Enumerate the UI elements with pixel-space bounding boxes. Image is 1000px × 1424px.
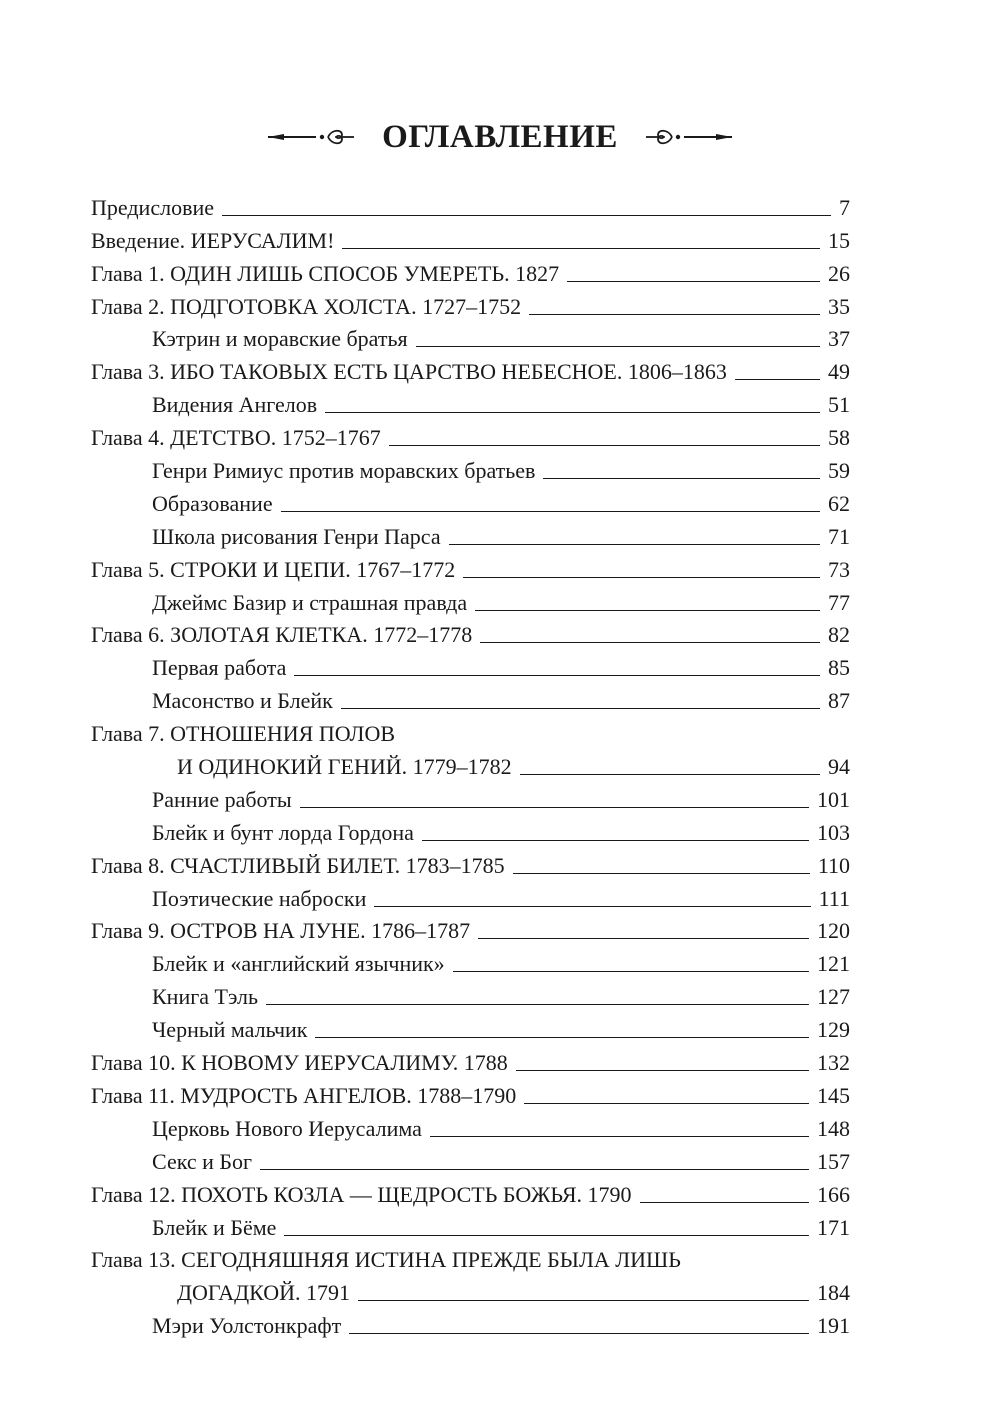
page-title: ОГЛАВЛЕНИЕ <box>382 118 618 155</box>
toc-subentry <box>91 515 850 548</box>
toc-entry-page: 184 <box>817 1280 850 1306</box>
toc-entry-title: Ранние работы <box>152 786 292 812</box>
toc-subentry <box>91 1107 850 1140</box>
toc-entry-page: 49 <box>828 359 850 385</box>
toc-entry-title: Первая работа <box>152 655 287 681</box>
toc-entry-page: 110 <box>817 852 850 878</box>
toc-leader-line <box>315 1037 809 1038</box>
toc-subentry <box>91 1008 850 1041</box>
toc-entry <box>91 1074 850 1107</box>
toc-entry-page: 85 <box>828 655 850 681</box>
toc-entry-title: Черный мальчик <box>152 1017 308 1043</box>
toc-leader-line <box>281 511 820 512</box>
toc-leader-line <box>374 906 810 907</box>
toc-entry <box>91 910 850 943</box>
toc-entry-title: ДОГАДКОЙ. 1791 <box>177 1280 351 1306</box>
toc-entry-title: Глава 1. ОДИН ЛИШЬ СПОСОБ УМЕРЕТЬ. 1827 <box>91 260 560 286</box>
toc-entry-title: Масонство и Блейк <box>152 688 333 714</box>
toc-leader-line <box>524 1103 809 1104</box>
toc-entry-page: 121 <box>817 951 850 977</box>
toc-entry-title: Блейк и бунт лорда Гордона <box>152 819 414 845</box>
toc-leader-line <box>260 1169 809 1170</box>
toc-entry-title: Блейк и «английский язычник» <box>152 951 445 977</box>
toc-entry-page: 166 <box>817 1181 850 1207</box>
toc-entry-title: Глава 4. ДЕТСТВО. 1752–1767 <box>91 425 381 451</box>
toc-leader-line <box>529 314 820 315</box>
toc-subentry <box>91 383 850 416</box>
toc-entry-page: 148 <box>817 1115 850 1141</box>
toc-entry-title: Джеймс Базир и страшная правда <box>152 589 468 615</box>
toc-entry <box>91 285 850 318</box>
toc-leader-line <box>389 445 820 446</box>
toc-entry-title: Глава 9. ОСТРОВ НА ЛУНЕ. 1786–1787 <box>91 918 471 944</box>
toc-leader-line <box>325 412 820 413</box>
toc-entry-title: Видения Ангелов <box>152 392 318 418</box>
toc-entry-page: 157 <box>817 1148 850 1174</box>
toc-entry-page: 111 <box>818 885 850 911</box>
toc-entry-page: 51 <box>828 392 850 418</box>
toc-leader-line <box>222 215 831 216</box>
toc-subentry <box>91 1304 850 1337</box>
toc-entry-page: 87 <box>828 688 850 714</box>
toc-leader-line <box>342 248 820 249</box>
toc-leader-line <box>341 708 820 709</box>
toc-leader-line <box>266 1004 809 1005</box>
toc-subentry <box>91 449 850 482</box>
toc-leader-line <box>513 873 810 874</box>
toc-entry-page: 62 <box>828 490 850 516</box>
toc-entry-page: 26 <box>828 260 850 286</box>
toc-leader-line <box>358 1300 809 1301</box>
toc-entry-title: Глава 6. ЗОЛОТАЯ КЛЕТКА. 1772–1778 <box>91 622 473 648</box>
toc-entry-page: 101 <box>817 786 850 812</box>
toc-entry-title: Образование <box>152 490 273 516</box>
toc-entry <box>91 219 850 252</box>
toc-entry-page: 132 <box>817 1050 850 1076</box>
toc-entry <box>91 186 850 219</box>
toc-entry-title: Книга Тэль <box>152 984 259 1010</box>
toc-entry-title: Блейк и Бёме <box>152 1214 277 1240</box>
toc-entry <box>91 844 850 877</box>
toc-entry-title: Глава 10. К НОВОМУ ИЕРУСАЛИМУ. 1788 <box>91 1050 508 1076</box>
toc-entry-title: Глава 12. ПОХОТЬ КОЗЛА — ЩЕДРОСТЬ БОЖЬЯ. 1790 <box>91 1181 632 1207</box>
toc-entry <box>91 712 850 745</box>
toc-entry-page: 37 <box>828 326 850 352</box>
toc-leader-line <box>422 840 809 841</box>
toc-subentry <box>91 1206 850 1239</box>
toc-subentry <box>91 877 850 910</box>
toc-entry <box>91 1173 850 1206</box>
right-ornament-icon <box>644 125 734 149</box>
toc-entry <box>91 1239 850 1272</box>
toc-subentry <box>91 1140 850 1173</box>
toc-entry-page: 71 <box>828 523 850 549</box>
toc-leader-line <box>543 478 820 479</box>
toc-entry-title: Глава 8. СЧАСТЛИВЫЙ БИЛЕТ. 1783–1785 <box>91 852 505 878</box>
toc-subentry <box>91 581 850 614</box>
toc-subentry <box>91 811 850 844</box>
toc-leader-line <box>567 281 820 282</box>
toc-leader-line <box>520 774 820 775</box>
toc-leader-line <box>640 1202 809 1203</box>
toc-leader-line <box>463 577 820 578</box>
toc-entry-title: Школа рисования Генри Парса <box>152 523 441 549</box>
toc-entry <box>91 252 850 285</box>
toc-entry <box>91 548 850 581</box>
toc-entry <box>91 1041 850 1074</box>
toc-subentry <box>91 318 850 351</box>
toc-entry-page: 94 <box>828 754 850 780</box>
toc-entry-title: Глава 5. СТРОКИ И ЦЕПИ. 1767–1772 <box>91 556 456 582</box>
table-of-contents <box>91 186 850 1337</box>
toc-leader-line <box>475 610 820 611</box>
toc-entry-title: Кэтрин и моравские братья <box>152 326 408 352</box>
toc-entry-page: 59 <box>828 458 850 484</box>
toc-entry-title: Генри Римиус против моравских братьев <box>152 458 536 484</box>
toc-subentry <box>91 482 850 515</box>
toc-entry-page: 7 <box>839 194 850 220</box>
left-ornament-icon <box>266 125 356 149</box>
toc-entry-title: Введение. ИЕРУСАЛИМ! <box>91 227 335 253</box>
toc-entry-page: 129 <box>817 1017 850 1043</box>
toc-entry-continuation <box>91 745 850 778</box>
toc-leader-line <box>478 938 809 939</box>
toc-entry-page: 145 <box>817 1082 850 1108</box>
toc-subentry <box>91 646 850 679</box>
toc-entry-continuation <box>91 1271 850 1304</box>
toc-entry-title: Предисловие <box>91 194 214 220</box>
toc-entry-page: 77 <box>828 589 850 615</box>
toc-leader-line <box>735 379 820 380</box>
toc-entry-page: 35 <box>828 293 850 319</box>
toc-entry-page: 103 <box>817 819 850 845</box>
toc-subentry <box>91 942 850 975</box>
toc-leader-line <box>416 346 820 347</box>
toc-leader-line <box>294 675 820 676</box>
toc-leader-line <box>430 1136 809 1137</box>
toc-entry <box>91 614 850 647</box>
toc-entry-page: 171 <box>817 1214 850 1240</box>
toc-leader-line <box>449 544 820 545</box>
toc-entry-page: 58 <box>828 425 850 451</box>
toc-leader-line <box>516 1070 809 1071</box>
toc-entry-title: Церковь Нового Иерусалима <box>152 1115 422 1141</box>
toc-entry-page: 120 <box>817 918 850 944</box>
toc-entry-page: 73 <box>828 556 850 582</box>
toc-entry <box>91 350 850 383</box>
toc-entry-title: Глава 7. ОТНОШЕНИЯ ПОЛОВ <box>91 721 396 747</box>
toc-subentry <box>91 975 850 1008</box>
toc-entry-title: Мэри Уолстонкрафт <box>152 1313 342 1339</box>
toc-leader-line <box>284 1235 809 1236</box>
toc-entry-title: И ОДИНОКИЙ ГЕНИЙ. 1779–1782 <box>177 754 512 780</box>
page-heading <box>0 112 1000 162</box>
toc-leader-line <box>349 1333 809 1334</box>
toc-entry-page: 15 <box>828 227 850 253</box>
toc-entry-page: 191 <box>817 1313 850 1339</box>
toc-leader-line <box>480 642 820 643</box>
toc-entry-title: Глава 11. МУДРОСТЬ АНГЕЛОВ. 1788–1790 <box>91 1082 517 1108</box>
toc-subentry <box>91 778 850 811</box>
toc-subentry <box>91 679 850 712</box>
toc-leader-line <box>453 971 809 972</box>
toc-leader-line <box>300 807 809 808</box>
toc-entry-title: Глава 3. ИБО ТАКОВЫХ ЕСТЬ ЦАРСТВО НЕБЕСНОЕ. 1806–1863 <box>91 359 727 385</box>
toc-entry-title: Глава 13. СЕГОДНЯШНЯЯ ИСТИНА ПРЕЖДЕ БЫЛА ЛИШЬ <box>91 1247 681 1273</box>
toc-entry-title: Поэтические наброски <box>152 885 367 911</box>
toc-entry-page: 127 <box>817 984 850 1010</box>
toc-entry <box>91 416 850 449</box>
toc-entry-page: 82 <box>828 622 850 648</box>
toc-entry-title: Глава 2. ПОДГОТОВКА ХОЛСТА. 1727–1752 <box>91 293 522 319</box>
toc-entry-title: Секс и Бог <box>152 1148 253 1174</box>
